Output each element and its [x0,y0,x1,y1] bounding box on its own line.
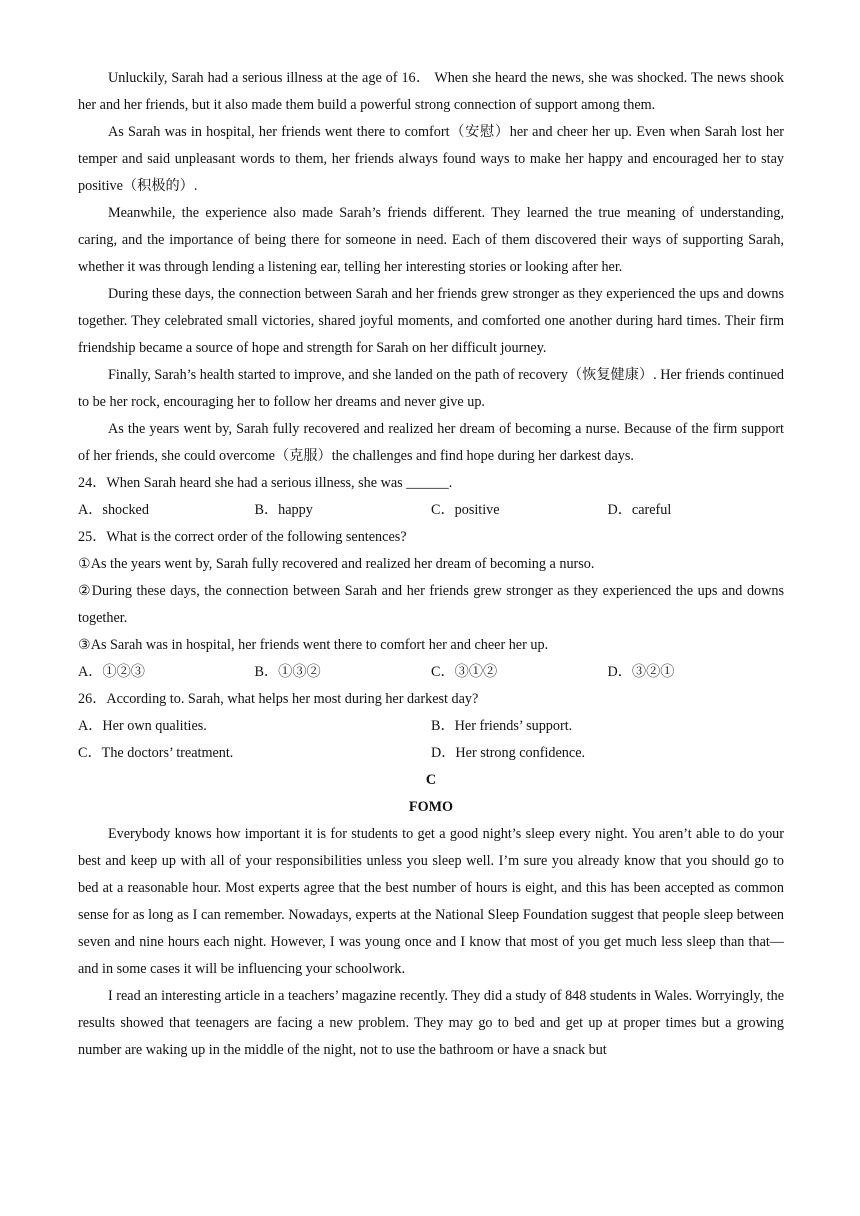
question-25-item: ③As Sarah was in hospital, her friends went there to comfort her and cheer her up. [78,637,549,653]
document-page [78,65,784,1064]
passage-paragraph: As Sarah was in hospital, her friends went there to comfort（安慰）her and cheer her up. Even when Sarah lost her temper and said unpleasant words to them, her friends always found ways to make her happy and encouraged her to stay positive（积极的）. [78,124,784,194]
question-25-options [78,659,784,686]
question-25-item: ②During these days, the connection between Sarah and her friends grew stronger as they experienced the ups and downs together. [78,583,784,626]
passage-paragraph: Unluckily, Sarah had a serious illness at the age of 16． When she heard the news, she was shocked. The news shook her and her friends, but it also made them build a powerful strong connection of support among them. [78,70,784,113]
question-24-options [78,497,784,524]
option-c: C．③①② [431,664,498,680]
question-25-stem: 25．What is the correct order of the following sentences? [78,529,407,545]
option-a: A．Her own qualities. [78,718,207,734]
option-c: C．The doctors’ treatment. [78,745,234,761]
passage-paragraph: Everybody knows how important it is for students to get a good night’s sleep every night. You aren’t able to do your best and keep up with all of your responsibilities unless you sleep well. I’m sure you already know that you should go to bed at a reasonable hour. Most experts agree that the best number of hours is eight, and this has been accepted as common sense for as long as I can remember. Nowadays, experts at the National Sleep Foundation suggest that people sleep between seven and nine hours each night. However, I was young once and I know that most of you get much less sleep than that—and in some cases it will be influencing your schoolwork. [78,826,784,977]
passage-paragraph: Finally, Sarah’s health started to improve, and she landed on the path of recovery（恢复健康）. Her friends continued to be her rock, encouraging her to follow her dreams and never give up. [78,367,784,410]
passage-paragraph: I read an interesting article in a teachers’ magazine recently. They did a study of 848 students in Wales. Worryingly, the results showed that teenagers are facing a new problem. They may go to bed and get up at proper times but a growing number are waking up in the middle of the night, not to use the bathroom or have a snack but [78,988,784,1058]
question-24-stem: 24．When Sarah heard she had a serious illness, she was ______. [78,475,453,491]
question-26-options-row-2 [78,740,784,767]
option-c: C．positive [431,502,500,518]
option-b: B．①③② [254,664,321,680]
question-26-options-row-1 [78,713,784,740]
option-b: B．happy [254,502,313,518]
question-25-item: ①As the years went by, Sarah fully recovered and realized her dream of becoming a nurso. [78,556,595,572]
option-b: B．Her friends’ support. [431,718,573,734]
option-d: D．Her strong confidence. [431,745,586,761]
question-26-stem: 26．According to. Sarah, what helps her most during her darkest day? [78,691,479,707]
passage-paragraph: Meanwhile, the experience also made Sarah’s friends different. They learned the true meaning of understanding, caring, and the importance of being there for someone in need. Each of them discovered their ways of supporting Sarah, whether it was through lending a listening ear, telling her interesting stories or looking after her. [78,205,784,275]
passage-paragraph: As the years went by, Sarah fully recovered and realized her dream of becoming a nurse. Because of the firm support of her friends, she could overcome（克服）the challenges and find hope during her darkest days. [78,421,784,464]
section-title: FOMO [408,799,454,815]
option-a: A．①②③ [78,664,145,680]
option-d: D．careful [607,502,672,518]
passage-paragraph: During these days, the connection between Sarah and her friends grew stronger as they experienced the ups and downs together. They celebrated small victories, shared joyful moments, and comforted one another during hard times. Their firm friendship became a source of hope and strength for Sarah on her difficult journey. [78,286,784,356]
section-letter: C [425,772,437,788]
option-a: A．shocked [78,502,149,518]
option-d: D．③②① [607,664,675,680]
